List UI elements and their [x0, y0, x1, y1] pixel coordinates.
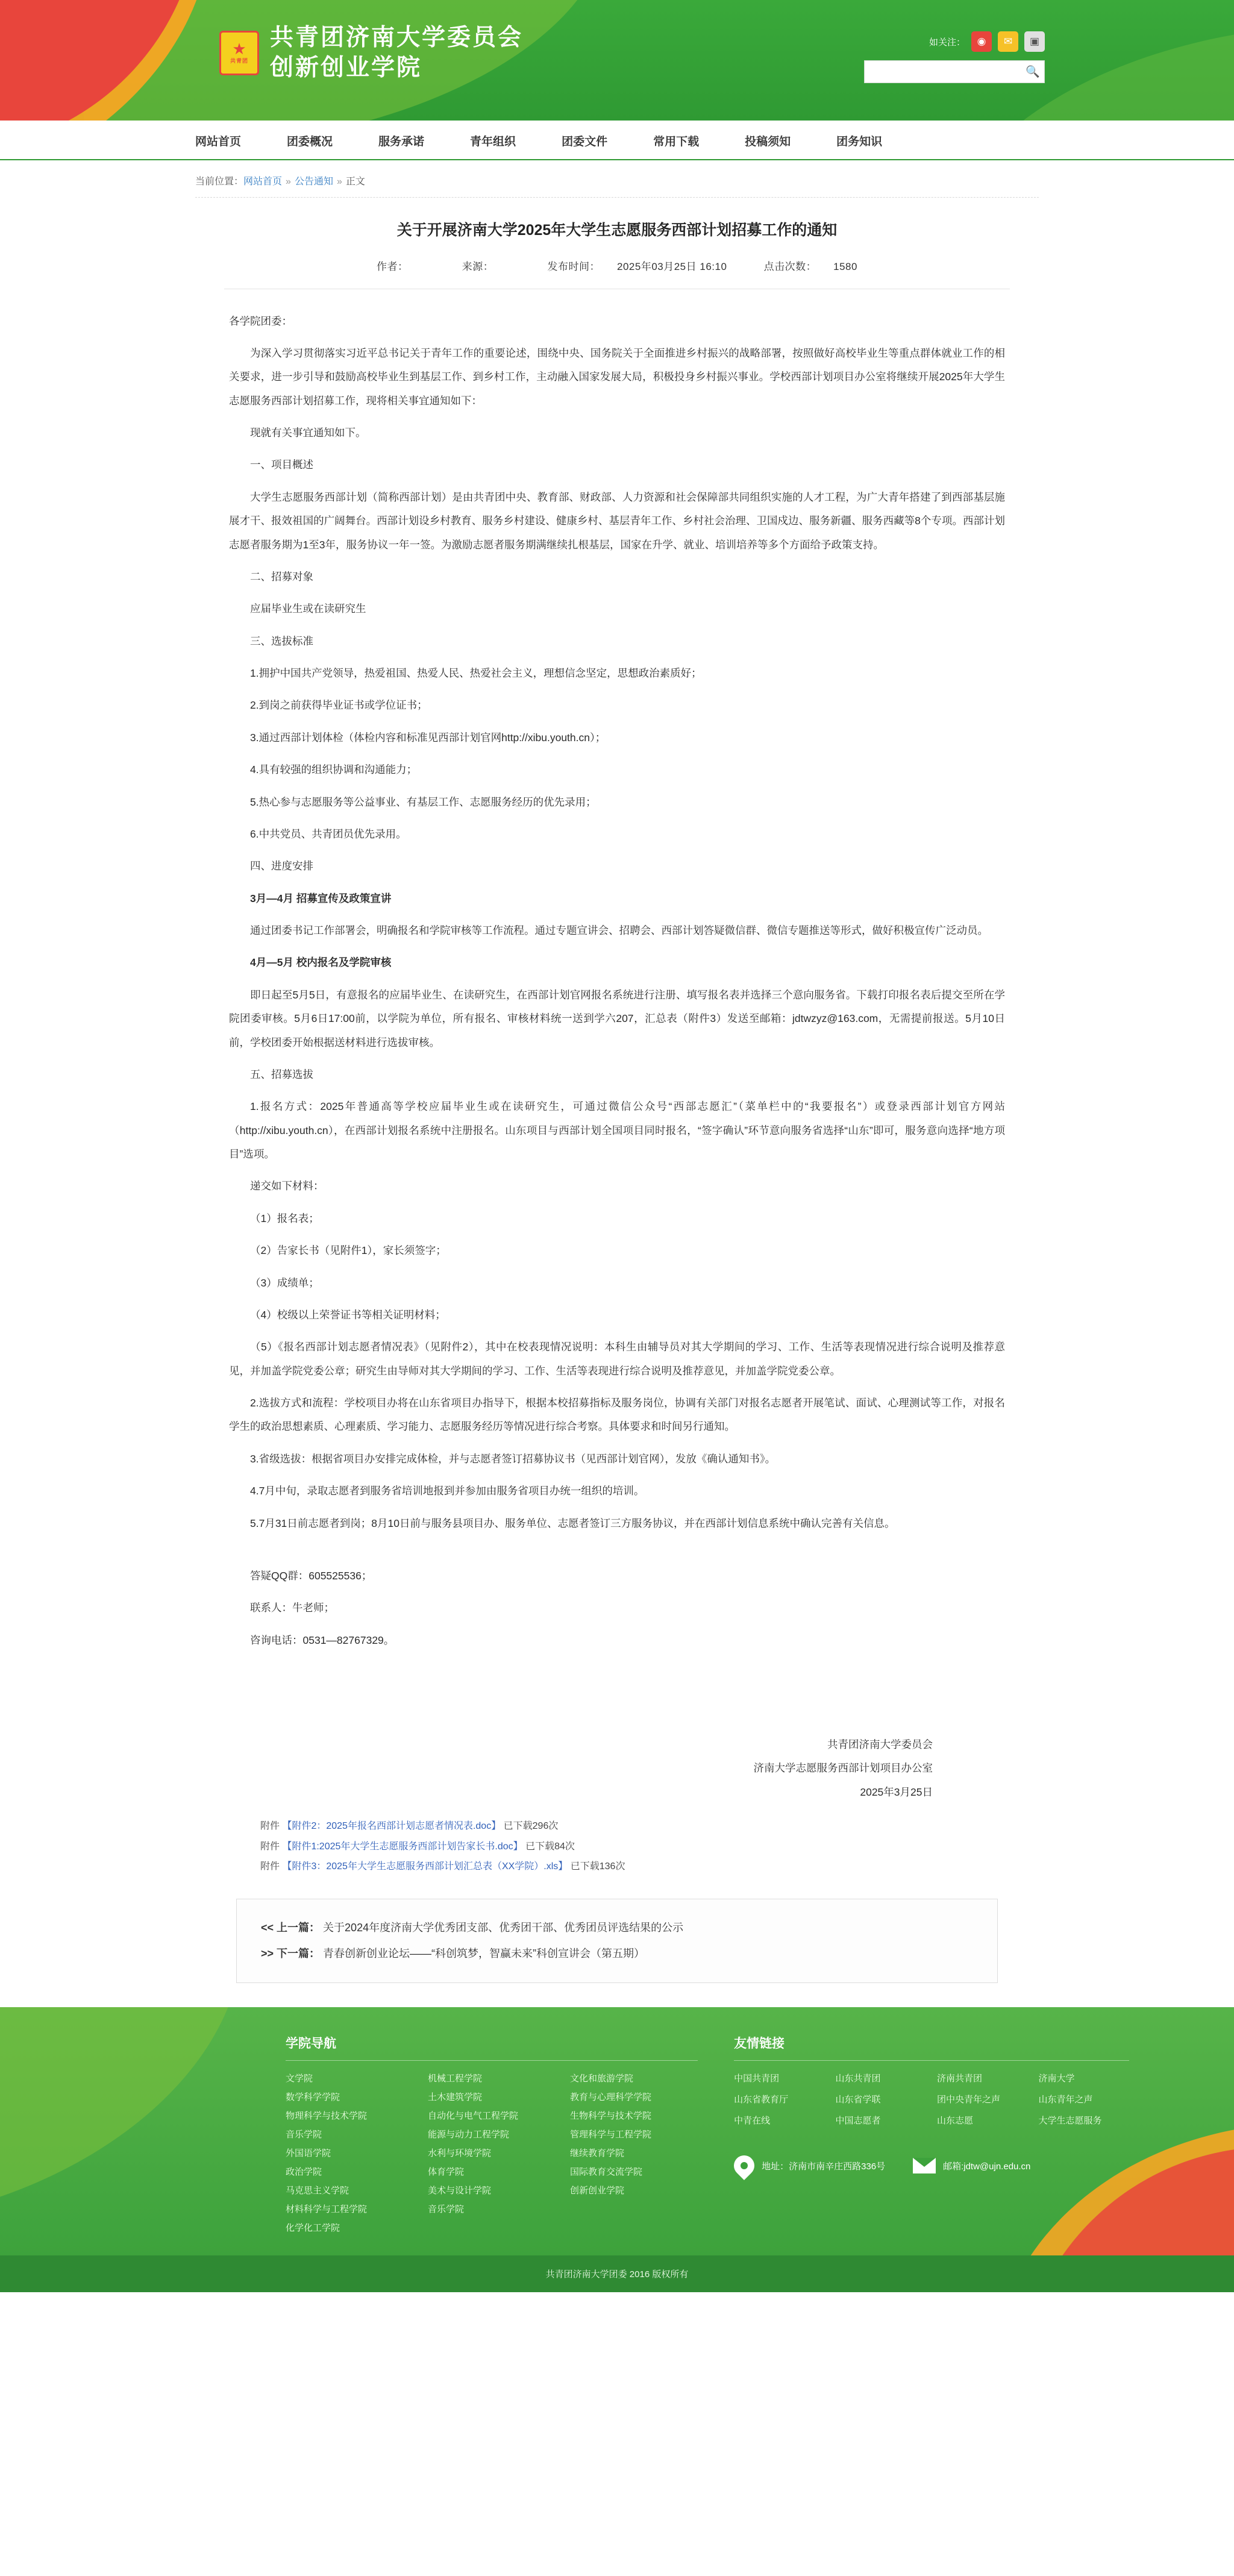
site-header	[0, 0, 1234, 121]
breadcrumb-item-3: 正文	[345, 177, 365, 187]
breadcrumb-separator: »	[336, 177, 342, 187]
nav-item-8[interactable]: 团务知识	[836, 135, 883, 148]
meta-views: 点击次数： 1580	[763, 260, 857, 272]
article-paragraph: 各学院团委：	[229, 315, 292, 327]
nav-item-2[interactable]: 团委概况	[287, 135, 333, 148]
footer-nav-placeholder	[570, 2202, 698, 2215]
footer-nav-link[interactable]: 政治学院	[286, 2167, 322, 2178]
attachment-download-count: 已下载136次	[568, 1861, 625, 1872]
attachment-row	[260, 1816, 1004, 1837]
star-icon: ★	[232, 40, 246, 58]
footer-nav-placeholder	[428, 2221, 556, 2234]
breadcrumb	[195, 160, 1039, 198]
footer-nav-link[interactable]: 材料科学与工程学院	[286, 2204, 368, 2215]
site-logo[interactable]	[219, 23, 523, 83]
footer-nav-placeholder	[570, 2221, 698, 2234]
article-paragraph: （4）校级以上荣誉证书等相关证明材料；	[250, 1308, 446, 1321]
article-paragraph: 3.省级选拔：根据省项目办安排完成体检，并与志愿者签订招募协议书（见西部计划官网），发放《确认通知书》。	[250, 1452, 776, 1465]
article-paragraph: 2.到岗之前获得毕业证书或学位证书；	[250, 699, 428, 712]
search-box[interactable]	[864, 60, 1045, 83]
article-paragraph: 1.拥护中国共产党领导，热爱祖国、热爱人民、热爱社会主义，理想信念坚定，思想政治素质好；	[250, 667, 702, 679]
cycl-emblem-icon	[219, 31, 259, 75]
article-paragraph: 5.热心参与志愿服务等公益事业、有基层工作、志愿服务经历的优先录用；	[250, 795, 597, 808]
article-paragraph: （3）成绩单；	[250, 1276, 319, 1289]
page-title: 关于开展济南大学2025年大学生志愿服务西部计划招募工作的通知	[396, 222, 838, 239]
footer-college-nav	[286, 2034, 698, 2234]
prev-article-row	[261, 1915, 973, 1941]
prev-article-link[interactable]: 关于2024年度济南大学优秀团支部、优秀团干部、优秀团员评选结果的公示	[323, 1921, 684, 1934]
signature-line: 2025年3月25日	[860, 1785, 933, 1798]
footer-friend-link[interactable]: 中青在线	[734, 2116, 771, 2126]
site-title-line2: 创新创业学院	[270, 53, 422, 81]
footer-email	[913, 2158, 1030, 2173]
footer-nav-link[interactable]: 文化和旅游学院	[570, 2073, 634, 2084]
nav-item-7[interactable]: 投稿须知	[745, 135, 791, 148]
prev-next-nav	[236, 1899, 998, 1983]
footer-friend-link[interactable]: 中国志愿者	[835, 2116, 881, 2126]
footer-nav-link[interactable]: 水利与环境学院	[428, 2148, 492, 2159]
attachment-link[interactable]: 【附件1:2025年大学生志愿服务西部计划告家长书.doc】	[282, 1841, 523, 1852]
article-paragraph: 6.中共党员、共青团员优先录用。	[250, 827, 407, 840]
article	[195, 198, 1039, 1983]
footer-friend-link[interactable]: 大学生志愿服务	[1038, 2116, 1102, 2126]
envelope-icon	[913, 2158, 936, 2173]
breadcrumb-separator: »	[286, 177, 291, 187]
nav-item-5[interactable]: 团委文件	[562, 135, 608, 148]
signature-line: 济南大学志愿服务西部计划项目办公室	[753, 1762, 933, 1775]
article-paragraph: 联系人：牛老师；	[250, 1602, 334, 1614]
footer-nav-link[interactable]: 创新创业学院	[570, 2186, 625, 2196]
article-paragraph: 五、招募选拔	[250, 1068, 313, 1080]
breadcrumb-prefix: 当前位置：	[195, 177, 244, 187]
article-body	[224, 289, 1010, 1811]
footer-address	[734, 2155, 885, 2176]
main-nav	[0, 121, 1234, 160]
article-paragraph: 大学生志愿服务西部计划（简称西部计划）是由共青团中央、教育部、财政部、人力资源和社会保障部共同组织实施的人才工程，为广大青年搭建了到西部基层施展才干、报效祖国的广阔舞台。西部计划设乡村教育、服务乡村建设、健康乡村、基层青年工作、乡村社会治理、卫国戍边、服务新疆、服务西藏等8个专项。西部计划志愿者服务期为1至3年，服务协议一年一签。为激励志愿者服务期满继续扎根基层，国家在升学、就业、培训培养等多个方面给予政策支持。	[229, 490, 1005, 551]
footer-nav-link[interactable]: 管理科学与工程学院	[570, 2129, 652, 2140]
footer-email-label: 邮箱:jdtw@ujn.edu.cn	[943, 2161, 1031, 2172]
article-paragraph: （1）报名表；	[250, 1212, 319, 1224]
attachment-prefix: 附件	[260, 1861, 283, 1872]
article-paragraph: 答疑QQ群：605525536；	[250, 1569, 372, 1582]
footer-friend-link[interactable]: 团中央青年之声	[937, 2095, 1001, 2105]
attachment-row	[260, 1857, 1004, 1877]
footer-nav-link[interactable]: 美术与设计学院	[428, 2186, 492, 2196]
article-paragraph: 四、进度安排	[250, 860, 313, 873]
article-paragraph: 二、招募对象	[250, 570, 313, 583]
article-paragraph: 通过团委书记工作部署会，明确报名和学院审核等工作流程。通过专题宣讲会、招聘会、西部计划答疑微信群、微信专题推送等形式，做好积极宣传广泛动员。	[250, 924, 988, 936]
footer-friend-link[interactable]: 中国共青团	[734, 2073, 780, 2084]
footer-friend-link[interactable]: 山东省教育厅	[734, 2095, 789, 2105]
article-meta	[224, 258, 1010, 289]
search-input[interactable]	[865, 61, 1021, 83]
site-title-line1: 共青团济南大学委员会	[270, 24, 524, 51]
article-paragraph: 2.选拔方式和流程：学校项目办将在山东省项目办指导下，根据本校招募指标及服务岗位，协调有关部门对报名志愿者开展笔试、面试、心理测试等工作，对报名学生的政治思想素质、心理素质、学习能力、志愿服务经历等情况进行综合考察。具体要求和时间另行通知。	[229, 1397, 1005, 1433]
footer-nav-link[interactable]: 生物科学与技术学院	[570, 2111, 652, 2122]
article-paragraph: 3.通过西部计划体检（体检内容和标准见西部计划官网http://xibu.youth.cn）；	[250, 731, 606, 744]
footer-nav-link[interactable]: 土木建筑学院	[428, 2092, 483, 2103]
footer-friend-link[interactable]: 山东共青团	[835, 2073, 881, 2084]
weibo-icon[interactable]: ◉	[971, 31, 992, 52]
breadcrumb-item-2[interactable]: 公告通知	[294, 177, 333, 187]
footer-nav-link[interactable]: 化学化工学院	[286, 2223, 340, 2234]
article-paragraph: （2）告家长书（见附件1），家长须签字；	[250, 1244, 446, 1257]
attachment-list	[224, 1810, 1010, 1893]
nav-item-3[interactable]: 服务承诺	[378, 135, 425, 148]
attachment-row	[260, 1837, 1004, 1857]
next-label: >> 下一篇：	[261, 1948, 321, 1960]
footer-nav-link[interactable]: 音乐学院	[428, 2204, 465, 2215]
paragraph-spacer	[229, 1661, 1005, 1733]
site-title	[270, 23, 523, 83]
follow-label: 如关注：	[929, 37, 965, 48]
footer-nav-link[interactable]: 国际教育交流学院	[570, 2167, 643, 2178]
footer-nav-link[interactable]: 外国语学院	[286, 2148, 331, 2159]
footer-nav-link[interactable]: 机械工程学院	[428, 2073, 483, 2084]
nav-item-6[interactable]: 常用下载	[653, 135, 700, 148]
footer-nav-link[interactable]: 数学科学学院	[286, 2092, 340, 2103]
article-paragraph: 4.具有较强的组织协调和沟通能力；	[250, 763, 418, 776]
copyright-bar: 共青团济南大学团委 2016 版权所有	[0, 2255, 1234, 2292]
footer-nav-link[interactable]: 自动化与电气工程学院	[428, 2111, 519, 2122]
attachment-download-count: 已下载84次	[522, 1841, 575, 1852]
footer-friend-links	[734, 2034, 1129, 2234]
prev-label: << 上一篇：	[261, 1921, 321, 1934]
footer-nav-title: 学院导航	[286, 2034, 698, 2061]
article-paragraph: 咨询电话：0531—82767329。	[250, 1634, 395, 1646]
footer-nav-link[interactable]: 能源与动力工程学院	[428, 2129, 510, 2140]
meta-publish-time: 发布时间： 2025年03月25日 16:10	[547, 260, 727, 272]
footer-nav-link[interactable]: 文学院	[286, 2073, 313, 2084]
attachment-prefix: 附件	[260, 1841, 283, 1852]
article-paragraph: 现就有关事宜通知如下。	[250, 427, 366, 439]
footer-nav-link[interactable]: 体育学院	[428, 2167, 465, 2178]
article-paragraph: 3月—4月 招募宣传及政策宣讲	[250, 892, 392, 904]
follow-us-area	[929, 31, 1045, 52]
wechat-icon[interactable]: ✉	[998, 31, 1018, 52]
attachment-prefix: 附件	[260, 1821, 283, 1832]
emblem-ribbon-label: 共青团	[230, 58, 248, 64]
footer-nav-link[interactable]: 继续教育学院	[570, 2148, 625, 2159]
footer-nav-link[interactable]: 物理科学与技术学院	[286, 2111, 368, 2122]
location-pin-icon	[730, 2151, 759, 2180]
breadcrumb-item-1[interactable]: 网站首页	[243, 177, 283, 187]
footer-friend-link[interactable]: 山东青年之声	[1038, 2095, 1093, 2105]
article-paragraph: 为深入学习贯彻落实习近平总书记关于青年工作的重要论述，围绕中央、国务院关于全面推进乡村振兴的战略部署，按照做好高校毕业生等重点群体就业工作的相关要求，进一步引导和鼓励高校毕业生到基层工作、到乡村工作，主动融入国家发展大局，积极投身乡村振兴事业。学校西部计划项目办公室将继续开展2025年大学生志愿服务西部计划招募工作，现将相关事宜通知如下：	[229, 346, 1005, 407]
next-article-link[interactable]: 青春创新创业论坛——“科创筑梦，智赢未来”科创宣讲会（第五期）	[323, 1948, 645, 1960]
footer-friend-link[interactable]: 山东志愿	[937, 2116, 974, 2126]
nav-item-4[interactable]: 青年组织	[470, 135, 516, 148]
meta-author: 作者：	[377, 260, 409, 272]
site-footer	[0, 2007, 1234, 2255]
footer-friend-link[interactable]: 山东省学联	[835, 2095, 881, 2105]
article-paragraph: 应届毕业生或在读研究生	[250, 603, 366, 615]
signature-line: 共青团济南大学委员会	[827, 1738, 933, 1750]
article-paragraph: 5.7月31日前志愿者到岗；8月10日前与服务县项目办、服务单位、志愿者签订三方服务协议，并在西部计划信息系统中确认完善有关信息。	[250, 1517, 895, 1529]
article-paragraph: 4月—5月 校内报名及学院审核	[250, 956, 392, 969]
article-paragraph: （5）《报名西部计划志愿者情况表》（见附件2），其中在校表现情况说明：本科生由辅导员对其大学期间的学习、工作、生活等表现情况进行综合说明及推荐意见，并加盖学院党委公章；研究生由导师对其大学期间的学习、工作、生活等表现进行综合说明及推荐意见，并加盖学院党委公章。	[229, 1341, 1005, 1377]
next-article-row	[261, 1941, 973, 1967]
article-paragraph: 一、项目概述	[250, 459, 313, 471]
page-container	[195, 160, 1039, 1983]
attachment-link[interactable]: 【附件2：2025年报名西部计划志愿者情况表.doc】	[282, 1821, 501, 1832]
article-paragraph: 三、选拔标准	[250, 635, 313, 647]
nav-item-1[interactable]: 网站首页	[195, 135, 242, 148]
attachment-download-count: 已下载296次	[501, 1821, 559, 1832]
footer-nav-link[interactable]: 音乐学院	[286, 2129, 322, 2140]
footer-contact	[734, 2155, 1129, 2176]
paragraph-spacer	[229, 1544, 1005, 1564]
footer-links-title: 友情链接	[734, 2034, 1129, 2061]
footer-friend-link[interactable]: 济南共青团	[937, 2073, 983, 2084]
footer-nav-link[interactable]: 马克思主义学院	[286, 2186, 349, 2196]
attachment-link[interactable]: 【附件3：2025年大学生志愿服务西部计划汇总表（XX学院）.xls】	[282, 1861, 568, 1872]
footer-nav-link[interactable]: 教育与心理科学学院	[570, 2092, 652, 2103]
footer-friend-link[interactable]: 济南大学	[1038, 2073, 1075, 2084]
meta-source: 来源：	[462, 260, 494, 272]
footer-address-label: 地址：济南市南辛庄西路336号	[762, 2161, 886, 2172]
qq-icon[interactable]: ▣	[1024, 31, 1045, 52]
search-icon[interactable]: 🔍	[1026, 66, 1040, 78]
article-paragraph: 4.7月中旬，录取志愿者到服务省培训地报到并参加由服务省项目办统一组织的培训。	[250, 1485, 645, 1497]
article-paragraph: 1.报名方式：2025年普通高等学校应届毕业生或在读研究生，可通过微信公众号“西部志愿汇”（菜单栏中的“我要报名”）或登录西部计划官方网站（http://xibu.youth.cn），在西部计划报名系统中注册报名。山东项目与西部计划全国项目同时报名，“签字确认”环节意向服务省选择“山东”即可，服务意向选择“地方项目”选项。	[229, 1100, 1005, 1160]
article-paragraph: 递交如下材料：	[250, 1180, 324, 1192]
article-paragraph: 即日起至5月5日，有意报名的应届毕业生、在读研究生，在西部计划官网报名系统进行注册、填写报名表并选择三个意向服务省。下载打印报名表后提交至所在学院团委审核。5月6日17:00前，以学院为单位，所有报名、审核材料统一送到学六207，汇总表（附件3）发送至邮箱：jdtwzyz@163.com，无需提前报送。5月10日前，学校团委开始根据送材料进行选拔审核。	[229, 988, 1005, 1048]
